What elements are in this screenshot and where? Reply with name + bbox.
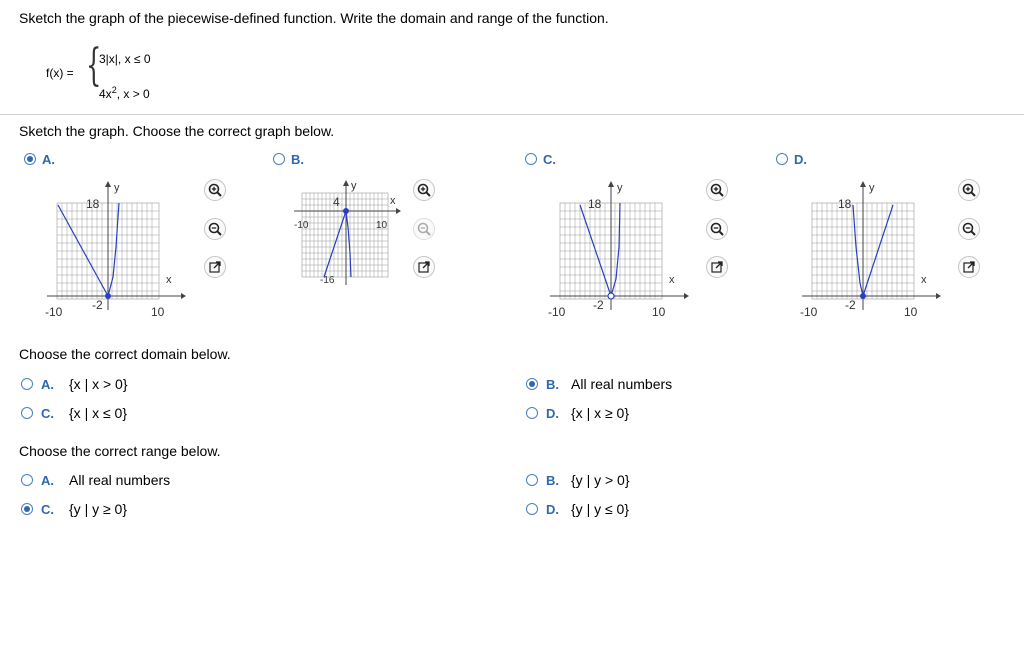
- x-min-label: -10: [548, 305, 566, 319]
- vertex-label: -2: [593, 298, 604, 312]
- x-axis-label: x: [390, 195, 396, 207]
- y-arrow: [105, 181, 111, 187]
- domain-prompt: Choose the correct domain below.: [19, 346, 231, 362]
- fx-label: f(x) =: [46, 66, 74, 80]
- vertex-point: [105, 293, 111, 299]
- zoom-in-icon[interactable]: [413, 179, 435, 201]
- zoom-in-icon[interactable]: [204, 179, 226, 201]
- radio-range-b[interactable]: [526, 474, 538, 486]
- range-c-text: {y | y ≥ 0}: [69, 501, 128, 517]
- domain-d-letter: D.: [546, 406, 559, 421]
- y-axis-label: y: [617, 182, 623, 194]
- y-min-label: -16: [320, 275, 335, 286]
- y-arrow: [860, 181, 866, 187]
- graph-prompt: Sketch the graph. Choose the correct graph below.: [19, 123, 335, 139]
- x-max-label: 10: [904, 305, 918, 319]
- y-axis-label: y: [351, 180, 357, 192]
- x-max-label: 10: [652, 305, 666, 319]
- question-prompt: Sketch the graph of the piecewise-defined function. Write the domain and range of the function.: [19, 10, 609, 26]
- radio-range-a[interactable]: [21, 474, 33, 486]
- open-external-icon[interactable]: [413, 256, 435, 278]
- graph-a-letter: A.: [42, 152, 55, 167]
- zoom-out-icon[interactable]: [958, 218, 980, 240]
- x-arrow: [181, 293, 186, 299]
- vertex-label: -2: [845, 298, 856, 312]
- graph-c-letter: C.: [543, 152, 556, 167]
- range-a-letter: A.: [41, 473, 54, 488]
- graph-c: [548, 175, 698, 325]
- y-tick-label: 18: [588, 197, 602, 211]
- y-arrow: [343, 180, 349, 186]
- x-arrow: [396, 208, 401, 214]
- y-tick-label: 18: [838, 197, 852, 211]
- range-d-letter: D.: [546, 502, 559, 517]
- curve-left: [580, 205, 611, 296]
- domain-b-text: All real numbers: [571, 376, 673, 392]
- x-min-label: -10: [800, 305, 818, 319]
- range-a-text: All real numbers: [69, 472, 171, 488]
- vertex-point: [860, 293, 866, 299]
- y-axis-label: y: [114, 182, 120, 194]
- curve-left: [58, 205, 108, 296]
- radio-range-c[interactable]: [21, 503, 33, 515]
- x-arrow: [936, 293, 941, 299]
- grid-lines: [302, 193, 388, 277]
- zoom-out-icon[interactable]: [706, 218, 728, 240]
- piecewise-brace: {: [86, 40, 102, 91]
- vertex-point: [343, 208, 349, 214]
- curve-right: [863, 205, 893, 296]
- divider: [0, 114, 1024, 115]
- open-external-icon[interactable]: [204, 256, 226, 278]
- piece-1: 3|x|, x ≤ 0: [99, 52, 151, 66]
- radio-graph-b[interactable]: [273, 153, 285, 165]
- piece-2: $4x^2$, x > 0: [99, 85, 150, 101]
- curve-right: [611, 203, 620, 296]
- range-c-letter: C.: [41, 502, 54, 517]
- radio-graph-c[interactable]: [525, 153, 537, 165]
- radio-domain-b[interactable]: [526, 378, 538, 390]
- x-axis-label: x: [921, 274, 927, 286]
- radio-graph-a[interactable]: [24, 153, 36, 165]
- radio-domain-d[interactable]: [526, 407, 538, 419]
- y-arrow: [608, 181, 614, 187]
- y-axis-label: y: [869, 182, 875, 194]
- graph-d-letter: D.: [794, 152, 807, 167]
- range-d-text: {y | y ≤ 0}: [571, 501, 630, 517]
- domain-a-letter: A.: [41, 377, 54, 392]
- curve-left: [853, 205, 863, 296]
- y-tick-label: 18: [86, 197, 100, 211]
- x-axis-label: x: [166, 274, 172, 286]
- x-max-label: 10: [376, 220, 388, 231]
- zoom-in-icon[interactable]: [706, 179, 728, 201]
- radio-graph-d[interactable]: [776, 153, 788, 165]
- zoom-in-icon[interactable]: [958, 179, 980, 201]
- graph-d: [800, 175, 950, 325]
- domain-c-letter: C.: [41, 406, 54, 421]
- y-tick-label: 4: [333, 195, 340, 209]
- graph-b-letter: B.: [291, 152, 304, 167]
- vertex-point-open: [608, 293, 614, 299]
- open-external-icon[interactable]: [958, 256, 980, 278]
- radio-domain-a[interactable]: [21, 378, 33, 390]
- radio-domain-c[interactable]: [21, 407, 33, 419]
- curve-right: [108, 203, 119, 296]
- domain-b-letter: B.: [546, 377, 559, 392]
- vertex-label: -2: [92, 298, 103, 312]
- x-axis-label: x: [669, 274, 675, 286]
- domain-d-text: {x | x ≥ 0}: [571, 405, 630, 421]
- x-min-label: -10: [45, 305, 63, 319]
- range-prompt: Choose the correct range below.: [19, 443, 221, 459]
- x-min-label: -10: [294, 220, 309, 231]
- radio-range-d[interactable]: [526, 503, 538, 515]
- range-b-text: {y | y > 0}: [571, 472, 630, 488]
- open-external-icon[interactable]: [706, 256, 728, 278]
- zoom-out-icon[interactable]: [204, 218, 226, 240]
- x-max-label: 10: [151, 305, 165, 319]
- curve-left: [324, 211, 346, 277]
- graph-b: [290, 175, 410, 295]
- domain-c-text: {x | x ≤ 0}: [69, 405, 128, 421]
- domain-a-text: {x | x > 0}: [69, 376, 128, 392]
- zoom-out-icon[interactable]: [413, 218, 435, 240]
- range-b-letter: B.: [546, 473, 559, 488]
- graph-a: [45, 175, 195, 325]
- x-arrow: [684, 293, 689, 299]
